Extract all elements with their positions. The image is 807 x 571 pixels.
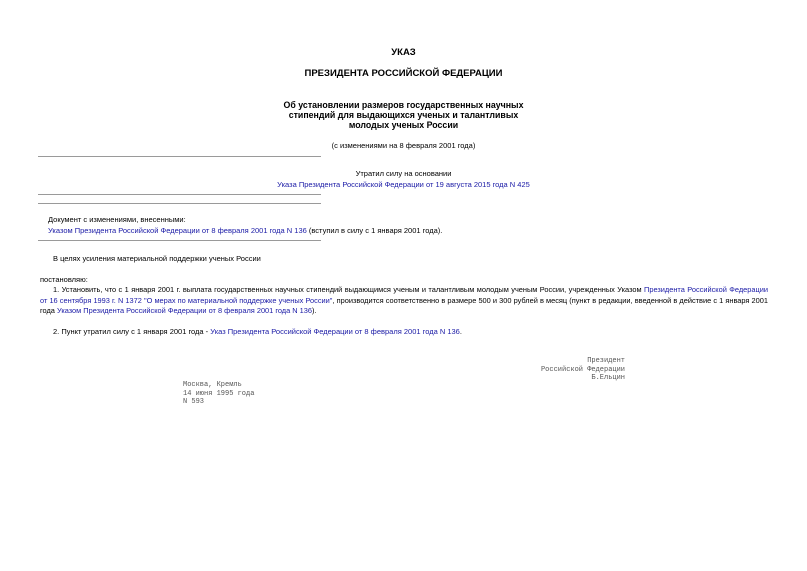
signature-line-1: Президент <box>587 357 625 365</box>
amendment-link[interactable]: Указом Президента Российской Федерации от 8 февраля 2001 года N 136 <box>48 226 307 235</box>
item-2-link[interactable]: Указ Президента Российской Федерации от 8 февраля 2001 года N 136 <box>210 327 460 336</box>
signature-block <box>500 357 625 383</box>
item-1 <box>40 285 768 317</box>
divider <box>38 156 321 157</box>
amendments-line <box>48 226 442 235</box>
doc-subject <box>0 100 807 130</box>
item-2 <box>53 327 462 336</box>
divider <box>38 240 321 241</box>
item-2-text: 2. Пункт утратил силу с 1 января 2001 года - <box>53 327 211 336</box>
signature-line-2: Российской Федерации <box>540 365 625 374</box>
date-line: 14 июня 1995 года <box>183 389 255 398</box>
invalidation-link-wrap <box>0 180 807 189</box>
decree-word: постановляю: <box>40 275 88 284</box>
doc-subject-line-3: молодых ученых России <box>348 120 459 130</box>
item-1-text-b: , производится соответственно в размере 500 и 300 рублей в месяц (пункт в редакции, введенной в действие с 1 января 2001 года <box>40 295 768 315</box>
preamble: В целях усиления материальной поддержки ученых России <box>53 254 261 263</box>
divider <box>38 194 321 195</box>
doc-subject-line-1: Об установлении размеров государственных научных <box>283 100 524 110</box>
doc-authority: ПРЕЗИДЕНТА РОССИЙСКОЙ ФЕДЕРАЦИИ <box>304 68 503 79</box>
place-date-block <box>183 381 254 407</box>
doc-type-title: УКАЗ <box>391 47 416 58</box>
item-1-link-b[interactable]: Указом Президента Российской Федерации от 8 февраля 2001 года N 136 <box>56 306 313 315</box>
place-line: Москва, Кремль <box>183 381 242 389</box>
doc-subject-line-2: стипендий для выдающихся ученых и талантливых <box>288 110 519 120</box>
item-1-link-a[interactable]: Президента Российской Федерации от 16 сентября 1993 г. N 1372 "О мерах по материальной поддержке ученых России" <box>40 285 768 305</box>
signature-line-3: Б.Ельцин <box>591 374 625 382</box>
invalidation-link[interactable]: Указа Президента Российской Федерации от 19 августа 2015 года N 425 <box>277 180 530 189</box>
amendment-suffix: (вступил в силу с 1 января 2001 года). <box>306 226 443 235</box>
invalidation-label: Утратил силу на основании <box>355 169 452 178</box>
amendments-intro: Документ с изменениями, внесенными: <box>48 215 186 224</box>
number-line: N 593 <box>183 398 205 406</box>
item-1-text-a: 1. Установить, что с 1 января 2001 г. выплата государственных научных стипендий выдающимся ученым и талантливым молодым ученым России, учрежденных Указом <box>53 285 645 294</box>
amendment-note: (с изменениями на 8 февраля 2001 года) <box>331 141 476 150</box>
item-2-suffix: . <box>459 327 462 336</box>
divider <box>38 203 321 204</box>
item-1-text-c: ). <box>312 306 317 315</box>
